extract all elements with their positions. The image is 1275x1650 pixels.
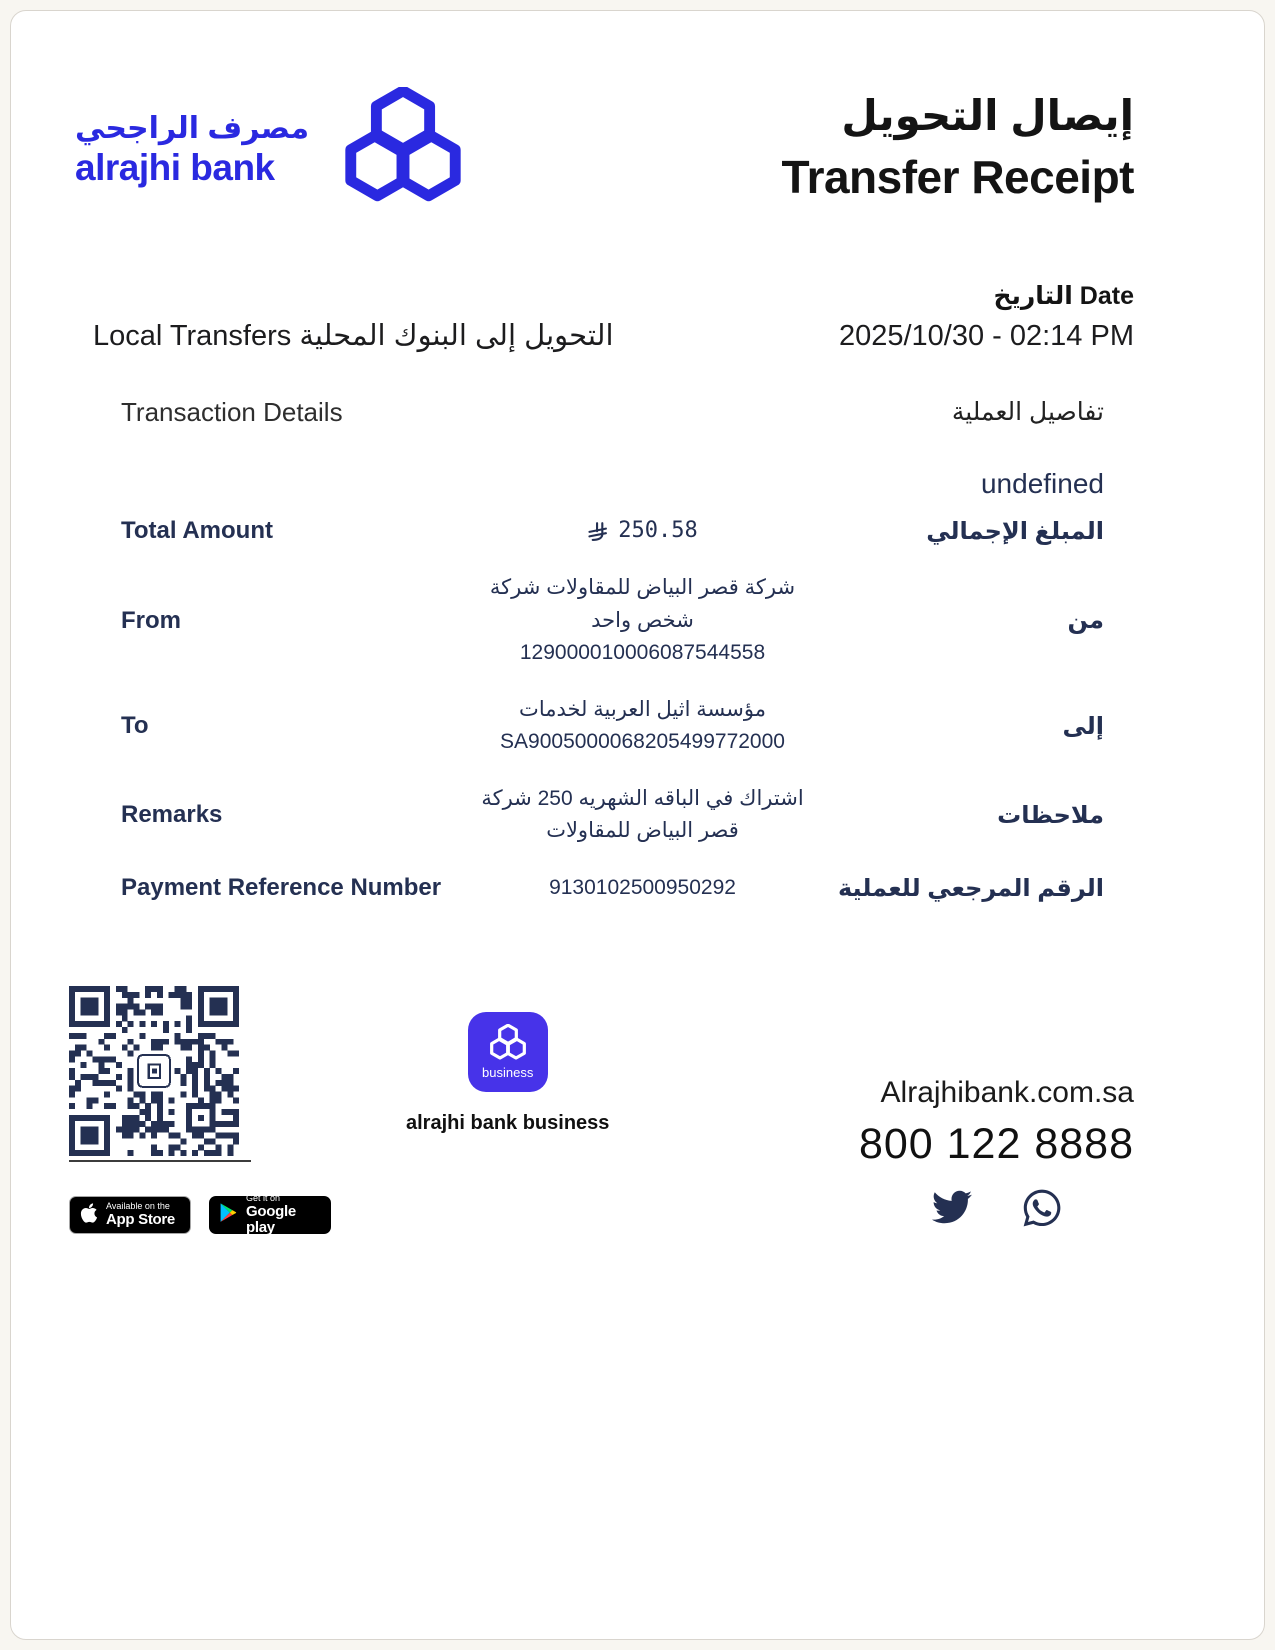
- payment-reference-label-en: Payment Reference Number: [121, 874, 442, 902]
- transfer-type-label: Local Transfers التحويل إلى البنوك المحلية: [93, 320, 614, 352]
- footer-left: [69, 986, 331, 1237]
- from-name: شركة قصر البياض للمقاولات شركة شخص واحد: [489, 576, 796, 632]
- status-undefined-text: undefined: [980, 468, 1104, 499]
- logo-text-english: alrajhi bank: [75, 146, 275, 188]
- to-label-en: To: [121, 712, 149, 740]
- social-icons: [859, 1187, 1134, 1229]
- remarks-label-en: Remarks: [121, 801, 223, 829]
- logo-wordmark: [75, 112, 309, 189]
- from-account-number: 129000010006087544558: [519, 641, 766, 665]
- business-app-block: [406, 1012, 609, 1135]
- app-store-badge[interactable]: [69, 1196, 191, 1234]
- payment-reference-value: 9130102500950292: [549, 875, 736, 899]
- from-label-en: From: [121, 606, 181, 634]
- transaction-details-table: [121, 502, 1104, 916]
- meta-row: [69, 281, 1134, 353]
- store-badges: [69, 1193, 331, 1237]
- app-caption: alrajhi bank business: [406, 1112, 610, 1135]
- title-arabic: إيصال التحويل: [841, 92, 1134, 139]
- title-english: Transfer Receipt: [781, 151, 1134, 203]
- google-play-badge-top: Get it on: [246, 1193, 281, 1204]
- google-play-badge-text: [246, 1194, 321, 1237]
- app-store-badge-text: [106, 1202, 175, 1228]
- table-row-total-amount: [121, 502, 1104, 560]
- app-store-badge-bottom: App Store: [106, 1211, 175, 1229]
- total-amount-label-en: Total Amount: [121, 517, 273, 545]
- receipt-card: [10, 10, 1265, 1640]
- to-label-ar: إلى: [1062, 712, 1104, 740]
- total-amount-label-ar: المبلغ الإجمالي: [926, 517, 1104, 545]
- whatsapp-icon[interactable]: [1021, 1187, 1063, 1229]
- app-icon-business-label: business: [482, 1065, 534, 1081]
- apple-icon: [80, 1202, 98, 1229]
- date-label: التاريخ Date: [993, 282, 1134, 310]
- twitter-icon[interactable]: [929, 1187, 975, 1229]
- google-play-icon: [219, 1202, 238, 1229]
- app-store-badge-top: Available on the: [106, 1201, 170, 1212]
- section-title-arabic: تفاصيل العملية: [951, 398, 1104, 426]
- alrajhi-business-app-icon: [468, 1012, 548, 1092]
- remarks-value: اشتراك في الباقه الشهريه 250 شركة قصر البياض للمقاولات: [481, 786, 804, 843]
- from-value: [481, 572, 804, 670]
- saudi-riyal-icon: [587, 521, 608, 542]
- website-text: Alrajhibank.com.sa: [880, 1076, 1134, 1110]
- qr-underline: [69, 1160, 251, 1162]
- alrajhi-hexagons-icon: [339, 87, 467, 215]
- phone-number: 800 122 8888: [858, 1120, 1134, 1169]
- to-iban: SA9005000068205499772000: [500, 730, 785, 754]
- table-row-to: [121, 682, 1104, 771]
- logo-text-arabic: مصرف الراجحي: [75, 112, 310, 146]
- table-row-remarks: [121, 771, 1104, 860]
- section-title-english: Transaction Details: [121, 397, 343, 427]
- date-value: 2025/10/30 - 02:14 PM: [838, 320, 1134, 352]
- section-header: [121, 397, 1104, 428]
- qr-code: [69, 986, 239, 1156]
- google-play-badge[interactable]: [209, 1193, 331, 1237]
- footer: [69, 986, 1134, 1237]
- alrajhi-bank-logo: [75, 87, 467, 215]
- payment-reference-label-ar: الرقم المرجعي للعملية: [837, 874, 1104, 902]
- table-row-from: [121, 560, 1104, 682]
- total-amount-value: [481, 514, 804, 548]
- table-row-payment-reference: [121, 860, 1104, 917]
- from-label-ar: من: [1067, 607, 1104, 635]
- to-name: مؤسسة اثيل العربية لخدمات: [519, 697, 766, 721]
- page-title: [782, 91, 1134, 204]
- amount-number: 250.58: [618, 518, 698, 543]
- to-value: [481, 694, 804, 759]
- footer-contact: [859, 1076, 1134, 1229]
- remarks-label-ar: ملاحظات: [997, 801, 1104, 829]
- header: [69, 87, 1134, 215]
- google-play-badge-bottom: Google play: [246, 1202, 296, 1237]
- date-block: [839, 281, 1134, 353]
